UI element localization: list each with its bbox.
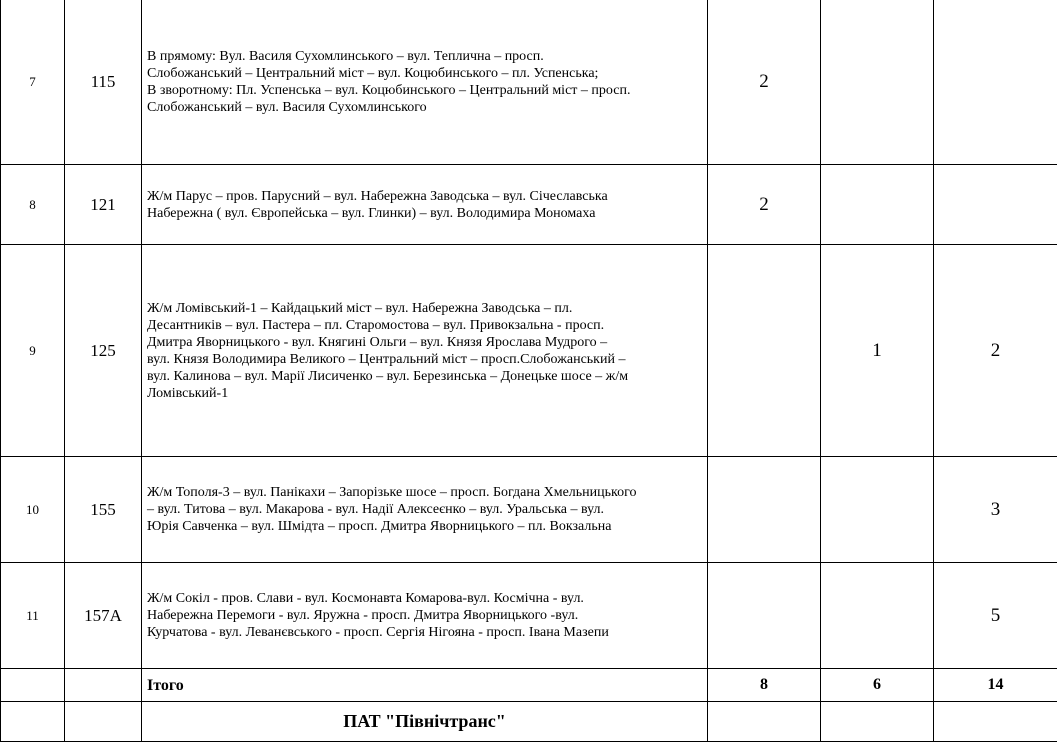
route-line: Десантників – вул. Пастера – пл. Старомостова – вул. Привокзальна - просп. — [147, 317, 605, 333]
route-number: 155 — [65, 457, 142, 563]
count-col-a — [708, 563, 821, 669]
total-label: Ітого — [142, 669, 708, 702]
total-col-a: 8 — [708, 669, 821, 702]
count-col-b — [821, 165, 934, 245]
count-col-b: 1 — [821, 245, 934, 457]
count-col-a: 2 — [708, 0, 821, 165]
route-line: Ж/м Тополя-3 – вул. Панікахи – Запорізьке шосе – просп. Богдана Хмельницького — [147, 485, 637, 500]
route-line: вул. Князя Володимира Великого – Центральний міст – просп.Слобожанський – — [147, 351, 626, 367]
route-number: 125 — [65, 245, 142, 457]
route-description — [142, 563, 708, 669]
count-col-c: 2 — [934, 245, 1057, 457]
empty-cell — [821, 702, 934, 742]
route-line: Набережна Перемоги - вул. Яружна - просп. Дмитра Яворницького -вул. — [147, 608, 579, 623]
route-line: Ж/м Сокіл - пров. Слави - вул. Космонавта Комарова-вул. Космічна - вул. — [147, 591, 584, 606]
table-row — [1, 165, 1057, 245]
section-title: ПАТ "Північтранс" — [142, 702, 708, 742]
count-col-b — [821, 0, 934, 165]
route-description — [142, 165, 708, 245]
row-number: 8 — [1, 165, 65, 245]
count-col-b — [821, 457, 934, 563]
empty-cell — [934, 702, 1057, 742]
row-number: 10 — [1, 457, 65, 563]
table-row — [1, 563, 1057, 669]
count-col-c: 5 — [934, 563, 1057, 669]
total-col-c: 14 — [934, 669, 1057, 702]
route-line: В зворотному: Пл. Успенська – вул. Коцюбинського – Центральний міст – просп. — [147, 82, 631, 98]
table-row — [1, 245, 1057, 457]
route-line: Курчатова - вул. Леванєвського - просп. Сергія Нігояна - просп. Івана Мазепи — [147, 625, 609, 640]
route-number: 115 — [65, 0, 142, 165]
count-col-c — [934, 0, 1057, 165]
row-number: 7 — [1, 0, 65, 165]
total-row — [1, 669, 1057, 702]
route-number: 157А — [65, 563, 142, 669]
empty-cell — [708, 702, 821, 742]
route-line: Юрія Савченка – вул. Шмідта – просп. Дмитра Яворницького – пл. Вокзальна — [147, 519, 612, 534]
route-line: вул. Калинова – вул. Марії Лисиченко – вул. Березинська – Донецьке шосе – ж/м — [147, 368, 629, 384]
empty-cell — [65, 669, 142, 702]
route-line: – вул. Титова – вул. Макарова - вул. Надії Алексеєнко – вул. Уральська – вул. — [147, 502, 605, 517]
route-description — [142, 457, 708, 563]
route-description — [142, 245, 708, 457]
count-col-b — [821, 563, 934, 669]
route-line: Ж/м Парус – пров. Парусний – вул. Набережна Заводська – вул. Січеславська — [147, 188, 608, 204]
route-line: Слобожанський – вул. Василя Сухомлинського — [147, 99, 427, 115]
empty-cell — [1, 669, 65, 702]
table-row — [1, 457, 1057, 563]
count-col-a — [708, 245, 821, 457]
row-number: 11 — [1, 563, 65, 669]
total-col-b: 6 — [821, 669, 934, 702]
route-line: Ж/м Ломівський-1 – Кайдацький міст – вул. Набережна Заводська – пл. — [147, 300, 573, 316]
count-col-c: 3 — [934, 457, 1057, 563]
route-line: Дмитра Яворницького - вул. Княгині Ольги – вул. Князя Ярослава Мудрого – — [147, 334, 608, 350]
count-col-a — [708, 457, 821, 563]
empty-cell — [1, 702, 65, 742]
row-number: 9 — [1, 245, 65, 457]
route-line: Слобожанський – Центральний міст – вул. Коцюбинського – пл. Успенська; — [147, 65, 599, 81]
route-line: Набережна ( вул. Європейська – вул. Глинки) – вул. Володимира Мономаха — [147, 205, 596, 221]
route-line: Ломівський-1 — [147, 385, 229, 401]
route-description — [142, 0, 708, 165]
count-col-a: 2 — [708, 165, 821, 245]
route-number: 121 — [65, 165, 142, 245]
route-line: В прямому: Вул. Василя Сухомлинського – вул. Теплична – просп. — [147, 48, 544, 64]
count-col-c — [934, 165, 1057, 245]
empty-cell — [65, 702, 142, 742]
section-header-row — [1, 702, 1057, 742]
table-row — [1, 0, 1057, 165]
